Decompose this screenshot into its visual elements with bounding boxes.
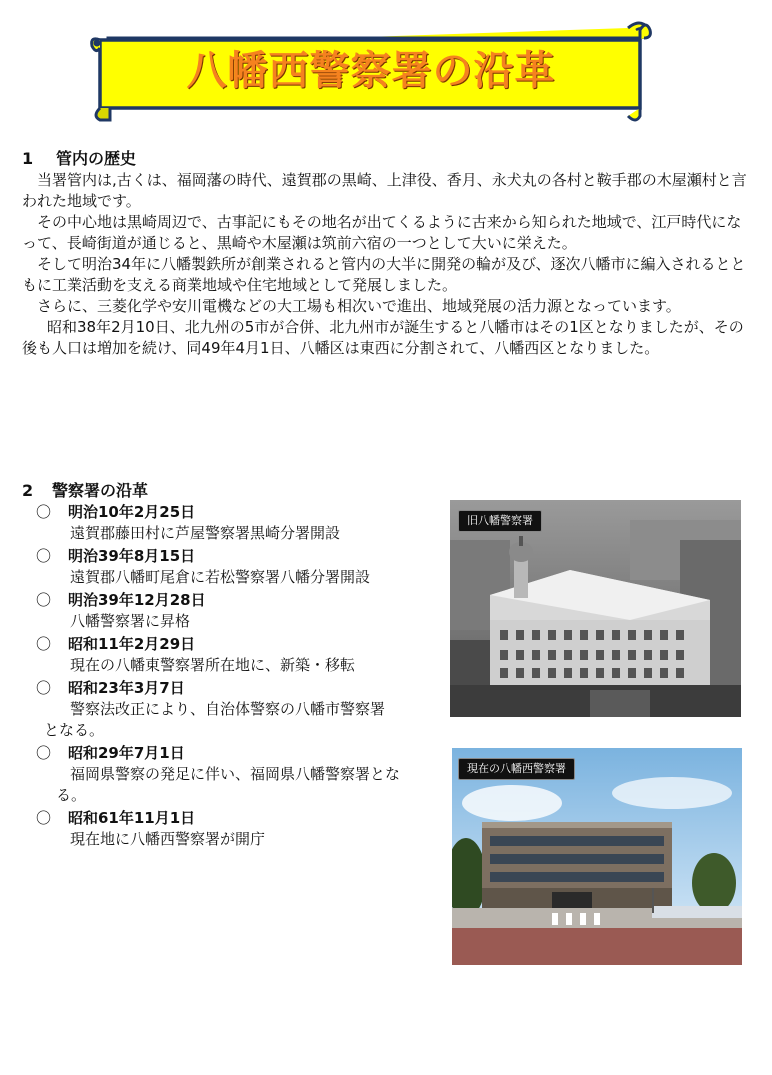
- bullet-icon: 〇: [36, 744, 52, 762]
- timeline-description: 警察法改正により、自治体警察の八幡市警察署となる。: [44, 700, 386, 739]
- timeline-date: 昭和61年11月1日: [68, 809, 196, 827]
- timeline-item: [36, 808, 436, 850]
- timeline-item: [36, 502, 436, 544]
- timeline-item: [36, 678, 436, 741]
- section-2-title: 警察署の沿革: [52, 481, 149, 500]
- bullet-icon: 〇: [36, 809, 52, 827]
- bullet-icon: 〇: [36, 547, 52, 565]
- timeline-description: 遠賀郡藤田村に芦屋警察署黒崎分署開設: [70, 524, 341, 542]
- timeline-description: 現在地に八幡西警察署が開庁: [70, 830, 266, 848]
- section-1-number: 1: [22, 149, 34, 168]
- history-timeline: [36, 502, 436, 852]
- section-1-body: [22, 170, 752, 359]
- timeline-date: 明治39年12月28日: [68, 591, 206, 609]
- bullet-icon: 〇: [36, 503, 52, 521]
- current-building-image: [452, 748, 742, 965]
- timeline-item: [36, 743, 436, 806]
- timeline-date: 明治10年2月25日: [68, 503, 196, 521]
- timeline-date: 昭和29年7月1日: [68, 744, 185, 762]
- current-station-photo: [452, 748, 742, 965]
- old-station-label: 旧八幡警察署: [458, 510, 542, 532]
- section-2-number: 2: [22, 481, 34, 500]
- page-title: 八幡西警察署の沿革: [186, 48, 556, 94]
- timeline-date: 昭和23年3月7日: [68, 679, 185, 697]
- section-2-heading: [22, 480, 148, 502]
- timeline-description: 遠賀郡八幡町尾倉に若松警察署八幡分署開設: [70, 568, 371, 586]
- paragraph: 昭和38年2月10日、北九州の5市が合併、北九州市が誕生すると八幡市はその1区となりましたが、その後も人口は増加を続け、同49年4月1日、八幡区は東西に分割されて、八幡西区となりました。: [22, 318, 744, 357]
- paragraph: 当署管内は,古くは、福岡藩の時代、遠賀郡の黒崎、上津役、香月、永犬丸の各村と鞍手郡の木屋瀬村と言われた地域です。: [22, 171, 747, 210]
- old-station-photo: [450, 500, 741, 717]
- timeline-description: 八幡警察署に昇格: [70, 612, 191, 630]
- old-building-image: [450, 500, 741, 717]
- title-banner: [88, 16, 654, 124]
- bullet-icon: 〇: [36, 635, 52, 653]
- current-station-label: 現在の八幡西警察署: [458, 758, 575, 780]
- bullet-icon: 〇: [36, 591, 52, 609]
- timeline-item: [36, 634, 436, 676]
- timeline-date: 昭和11年2月29日: [68, 635, 196, 653]
- paragraph: そして明治34年に八幡製鉄所が創業されると管内の大半に開発の輪が及び、逐次八幡市に編入されるとともに工業活動を支える商業地域や住宅地域として発展しました。: [22, 255, 746, 294]
- timeline-description: 現在の八幡東警察署所在地に、新築・移転: [70, 656, 356, 674]
- timeline-item: [36, 590, 436, 632]
- section-1-heading: [22, 148, 136, 170]
- section-1-title: 管内の歴史: [56, 149, 137, 168]
- timeline-item: [36, 546, 436, 588]
- bullet-icon: 〇: [36, 679, 52, 697]
- paragraph: さらに、三菱化学や安川電機などの大工場も相次いで進出、地域発展の活力源となっています。: [37, 297, 681, 315]
- timeline-description: 福岡県警察の発足に伴い、福岡県八幡警察署となる。: [56, 765, 401, 804]
- timeline-date: 明治39年8月15日: [68, 547, 196, 565]
- paragraph: その中心地は黒崎周辺で、古事記にもその地名が出てくるように古来から知られた地域で、江戸時代になって、長崎街道が通じると、黒崎や木屋瀬は筑前六宿の一つとして大いに栄えた。: [22, 213, 742, 252]
